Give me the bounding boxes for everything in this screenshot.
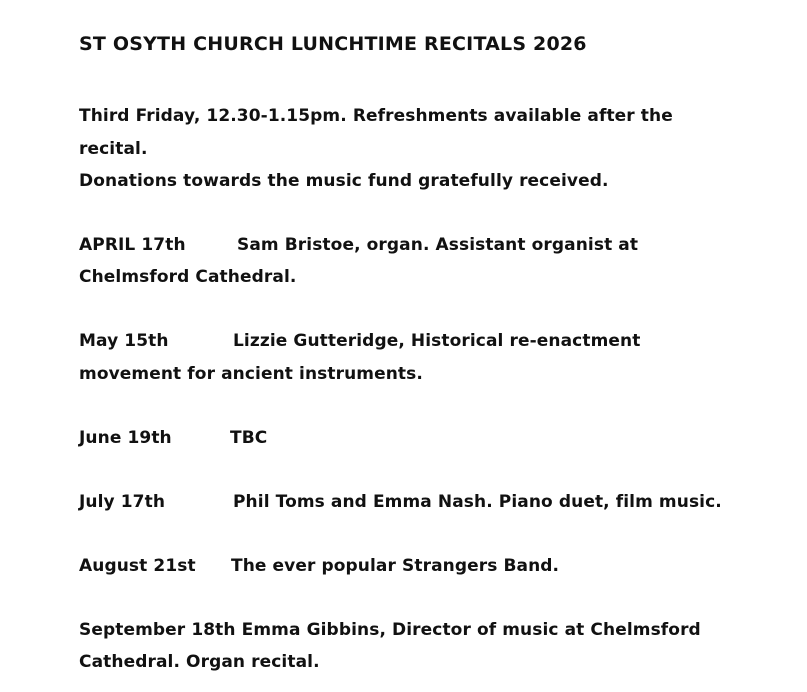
recital-date: September 18th [79,620,236,640]
recital-description: Lizzie Gutteridge, Historical re-enactment [233,331,641,351]
recital-description: Phil Toms and Emma Nash. Piano duet, film music. [233,492,722,512]
recital-date: May 15th [79,331,169,351]
recital-date: August 21st [79,556,196,576]
intro-line-3: Donations towards the music fund gratefully received. [79,171,609,191]
recital-may-continued: movement for ancient instruments. [79,364,423,384]
recital-april [79,235,639,255]
recital-july [79,492,722,512]
page-title: ST OSYTH CHURCH LUNCHTIME RECITALS 2026 [79,33,587,55]
recital-description: Sam Bristoe, organ. Assistant organist at [237,235,639,255]
recital-description: Emma Gibbins, Director of music at Chelmsford [241,620,701,640]
recital-date: July 17th [79,492,166,512]
recital-may [79,331,641,351]
intro-line-2: recital. [79,139,148,159]
recital-description: The ever popular Strangers Band. [231,556,560,576]
intro-line-1: Third Friday, 12.30-1.15pm. Refreshments available after the [79,106,673,126]
recital-september [79,620,701,640]
recital-date: June 19th [79,428,172,448]
recital-june [79,428,268,448]
recital-description: TBC [230,428,268,448]
recital-april-continued: Chelmsford Cathedral. [79,267,297,287]
recital-date: APRIL 17th [79,235,186,255]
recital-september-continued: Cathedral. Organ recital. [79,652,320,672]
recital-august [79,556,560,576]
